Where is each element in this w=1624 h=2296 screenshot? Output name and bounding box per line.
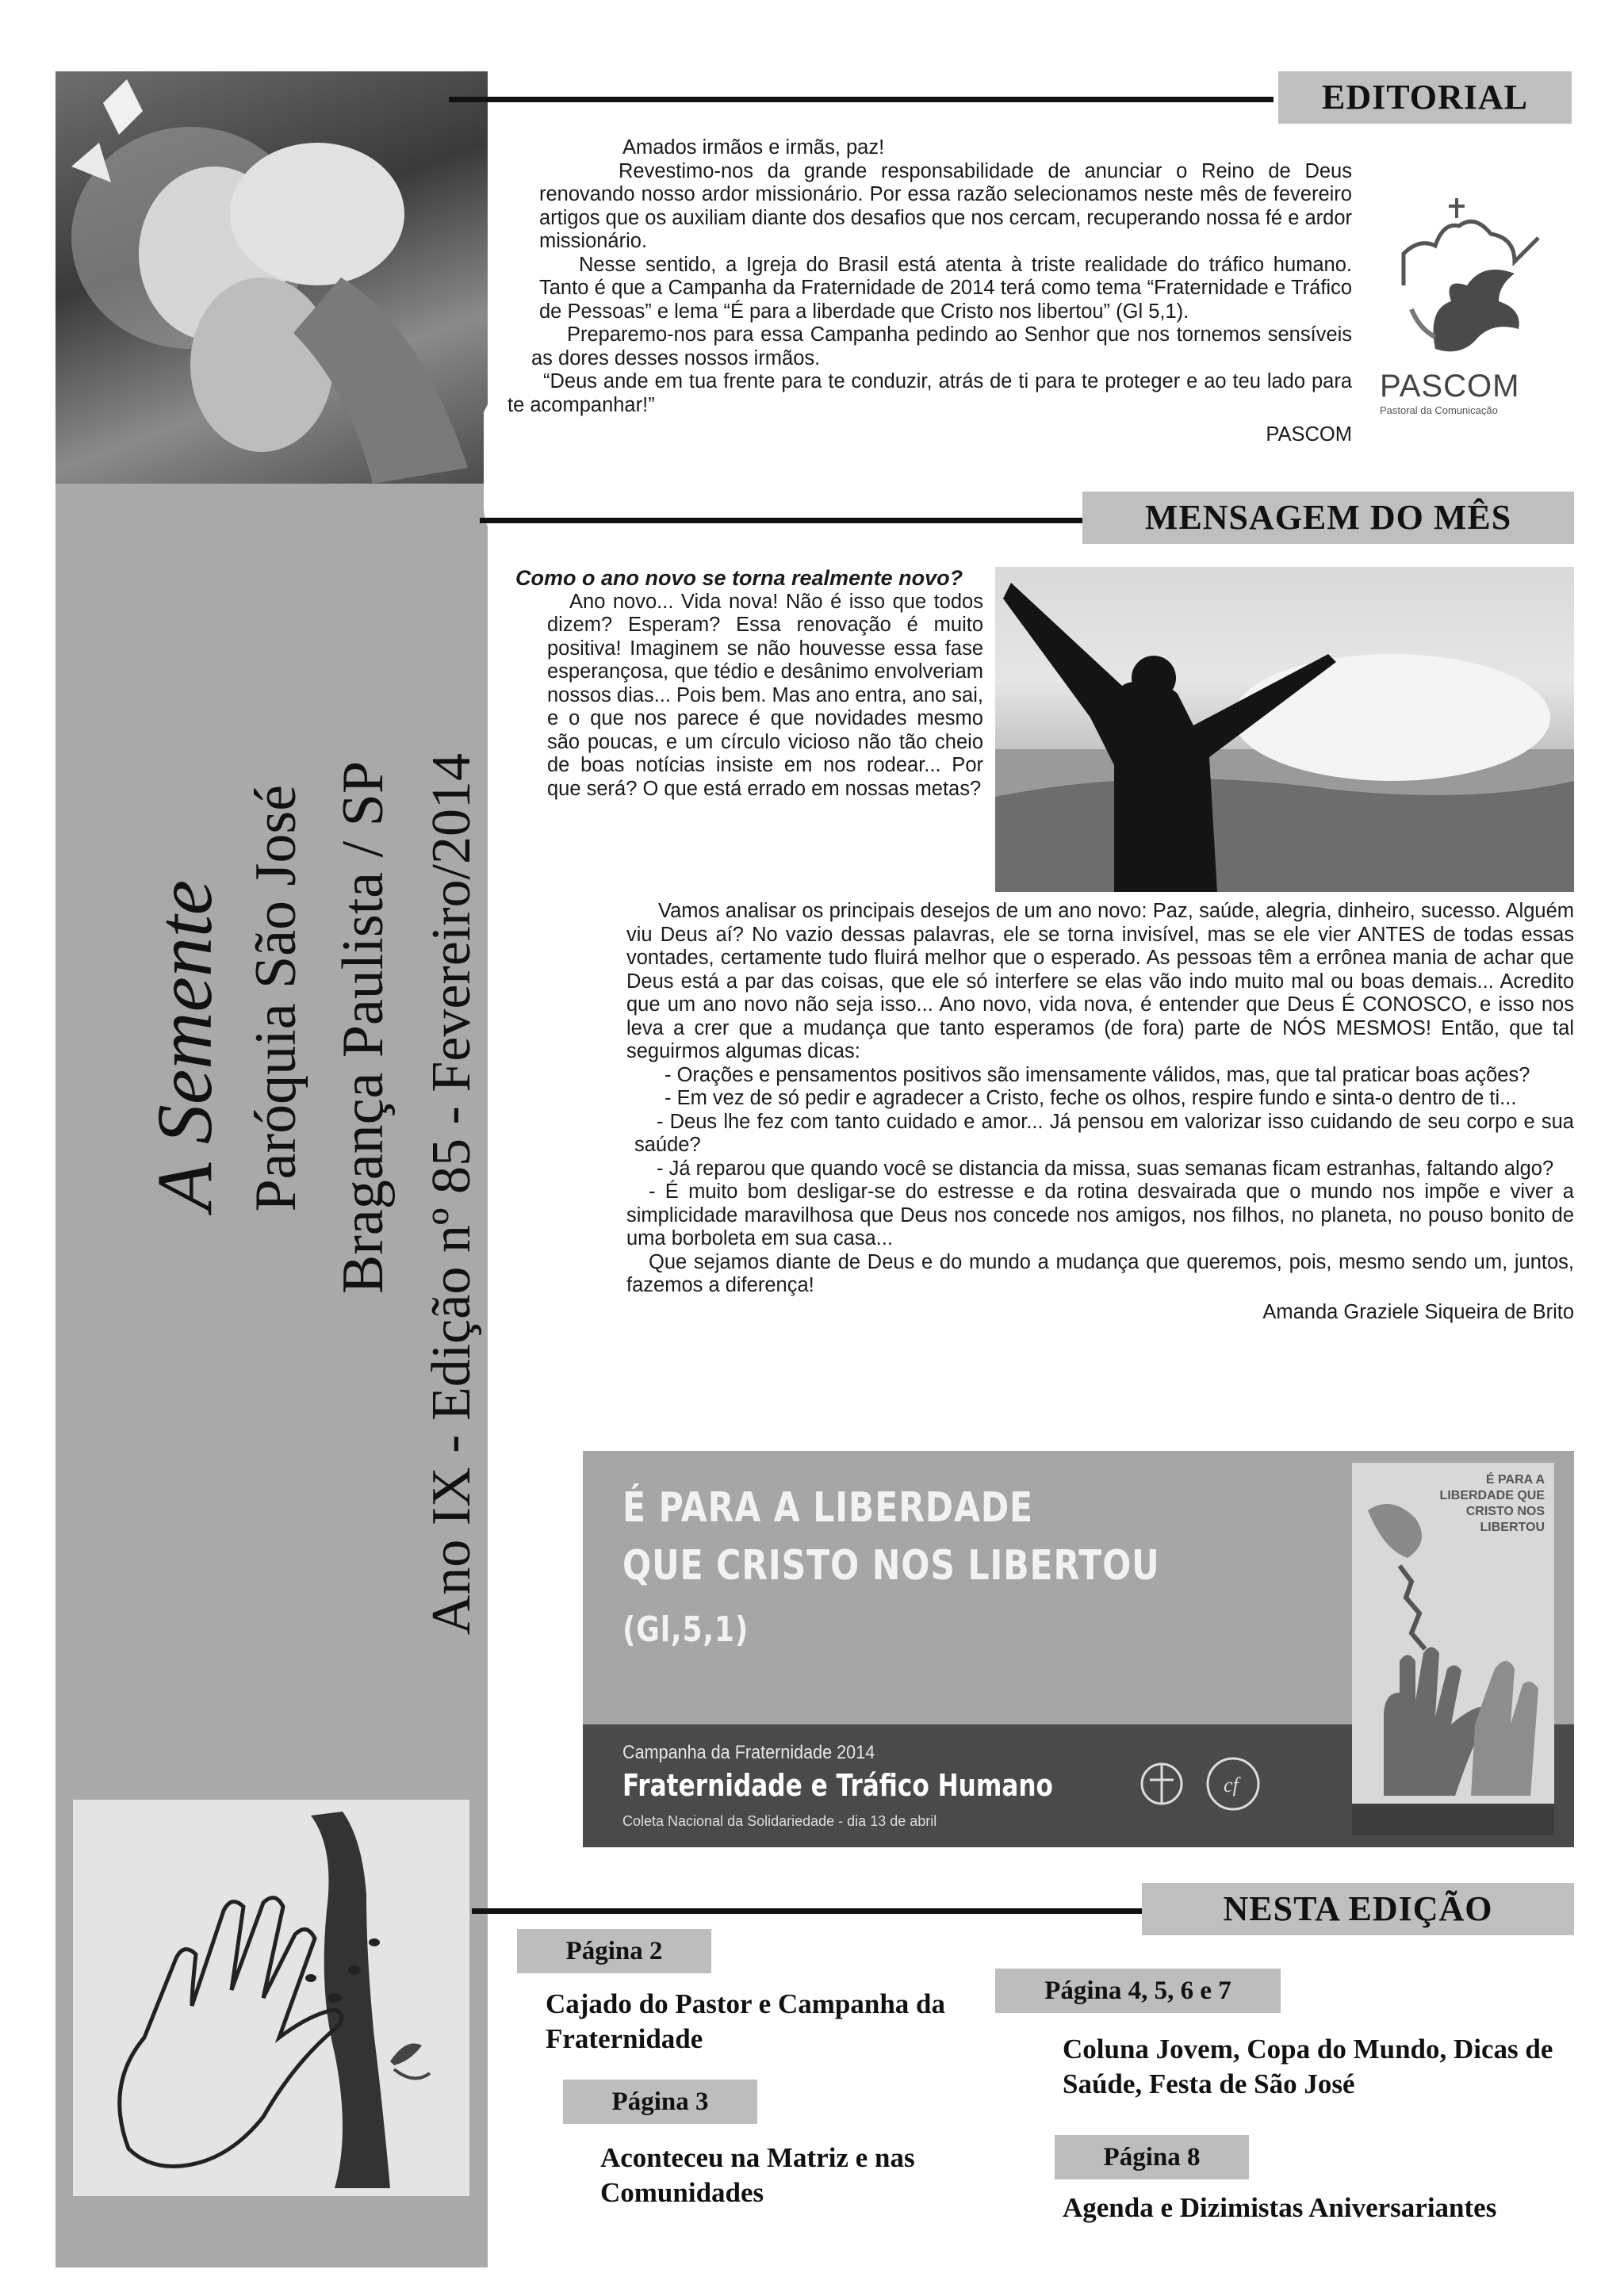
mensagem-closing: Que sejamos diante de Deus e do mundo a mudança que queremos, pois, mesmo sendo um, juntos, fazemos a diferença! [626,1250,1574,1296]
parish-name: Paróquia São José [243,785,308,1212]
page-8-description: Agenda e Dizimistas Aniversariantes [1063,2192,1497,2223]
mensagem-tip: - Orações e pensamentos positivos são imensamente válidos, mas, que tal praticar boas ações? [665,1063,1530,1086]
nesta-edicao-rule [472,1908,1142,1914]
editorial-paragraph: Nesse sentido, a Igreja do Brasil está atenta à triste realidade do tráfico humano. Tanto é que a Campanha da Fraternidade de 2014 terá como tema “Fraternidade e Tráfico de Pessoas” e lema “É para a liberdade que Cristo nos libertou” (Gl 5,1). [539,253,1352,323]
mensagem-header: MENSAGEM DO MÊS [1082,492,1574,544]
pascom-logo-name: PASCOM [1380,369,1520,404]
campaign-poster [1352,1463,1554,1835]
banner-theme: Fraternidade e Tráfico Humano [622,1768,1053,1803]
silhouette-image [995,567,1574,892]
page-3-tab[interactable]: Página 3 [563,2080,757,2124]
page-2-description: Cajado do Pastor e Campanha da Fraternidade [546,1988,945,2054]
page-4-7-description: Coluna Jovem, Copa do Mundo, Dicas de Saúde, Festa de São José [1063,2034,1553,2099]
page-3-description: Aconteceu na Matriz e nas Comunidades [600,2142,915,2208]
cnbb-cf-logos-icon [1130,1752,1273,1823]
mensagem-tip: - É muito bom desligar-se do estresse e da rotina desvairada que o mundo nos impõe e viver a simplicidade maravilhosa que Deus nos concede nos amigos, nos filhos, no planeta, no pouso bonito de uma borboleta em sua casa... [626,1181,1574,1249]
mensagem-tip: - Deus lhe fez com tanto cuidado e amor... Já pensou em valorizar isso cuidando de seu corpo e sua saúde? [634,1110,1574,1156]
edition-info: Ano IX - Edição nº 85 - Fevereiro/2014 [421,753,482,1636]
editorial-signature: PASCOM [1266,423,1352,446]
campaign-banner [583,1451,1574,1847]
editorial-paragraph: Preparemo-nos para essa Campanha pedindo ao Senhor que nos tornemos sensíveis as dores desses nossos irmãos. [531,323,1352,369]
mensagem-heading: Como o ano novo se torna realmente novo? [515,566,963,590]
mensagem-rule [480,518,1082,523]
poster-title: É PARA A LIBERDADE QUE CRISTO NOS LIBERTOU [1439,1473,1545,1534]
svg-text:cf: cf [1224,1774,1239,1797]
mensagem-tip: - Em vez de só pedir e agradecer a Cristo, feche os olhos, respire fundo e sinta-o dentro de ti... [665,1087,1517,1109]
mensagem-author: Amanda Graziele Siqueira de Brito [1262,1300,1574,1323]
banner-line-1: É PARA A LIBERDADE [622,1484,1034,1532]
pascom-logo [1380,190,1562,428]
banner-collection: Coleta Nacional da Solidariedade - dia 13 de abril [622,1813,937,1829]
mensagem-body [626,900,1574,1324]
editorial-text [508,136,1352,447]
banner-line-2: QUE CRISTO NOS LIBERTOU [622,1542,1160,1590]
city-name: Bragança Paulista / SP [331,761,396,1295]
mensagem-intro [515,567,983,801]
mensagem-paragraph: Vamos analisar os principais desejos de um ano novo: Paz, saúde, alegria, dinheiro, sucesso. Alguém viu Deus aí? No vazio dessas palavras, ele se torna invisível, mas se ele vier ANTES de todas essas vontades, certamente tudo fluirá melhor que o esperado. As pessoas têm a errônea mania de achar que Deus está a par das coisas, que ele só interfere se elas vão indo muito mal ou boas demais... Acredito que um ano novo não seja isso... Ano novo, vida nova, é entender que Deus É CONOSCO, e isso nos leva a crer que a mudança que tanto esperamos (de fora) parte de NÓS MESMOS! Então, que tal seguirmos algumas dicas: [626,900,1574,1062]
mensagem-tip: - Já reparou que quando você se distancia da missa, suas semanas ficam estranhas, faltando algo? [657,1157,1554,1180]
pascom-church-dove-icon [1380,190,1562,373]
newspaper-title: A Semente [140,880,228,1211]
nesta-edicao-header: NESTA EDIÇÃO [1142,1883,1574,1935]
banner-campaign: Campanha da Fraternidade 2014 [622,1742,875,1763]
editorial-paragraph: Revestimo-nos da grande responsabilidade de anunciar o Reino de Deus renovando nosso ardor missionário. Por essa razão selecionamos neste mês de fevereiro artigos que os auxiliam diante dos desafios que nos cercam, recuperando nossa fé e ardor missionário. [539,159,1352,252]
editorial-paragraph: “Deus ande em tua frente para te conduzir, atrás de ti para te proteger e ao teu lado para te acompanhar!” [508,370,1352,416]
page-2-tab[interactable]: Página 2 [517,1929,711,1973]
page-4-7-tab[interactable]: Página 4, 5, 6 e 7 [995,1969,1281,2013]
editorial-paragraph: Amados irmãos e irmãs, paz! [622,136,885,159]
editorial-rule [449,97,1274,102]
page-8-tab[interactable]: Página 8 [1055,2135,1249,2179]
mensagem-paragraph: Ano novo... Vida nova! Não é isso que todos dizem? Esperam? Essa renovação é muito positiva! Imaginem se não houvesse essa fase esperançosa, que tédio e desânimo envolveriam nossos dias... Pois bem. Mas ano entra, ano sai, e o que nos parece é que novidades mesmo são poucas, e um círculo vicioso não tão cheio de boas notícias insiste em nos rodear... Por que será? O que está errado em nossas metas? [547,590,983,800]
pascom-logo-subtitle: Pastoral da Comunicação [1380,404,1498,415]
editorial-header: EDITORIAL [1278,71,1572,124]
banner-reference: (Gl,5,1) [622,1609,749,1650]
man-raising-arms-photo [995,567,1574,892]
